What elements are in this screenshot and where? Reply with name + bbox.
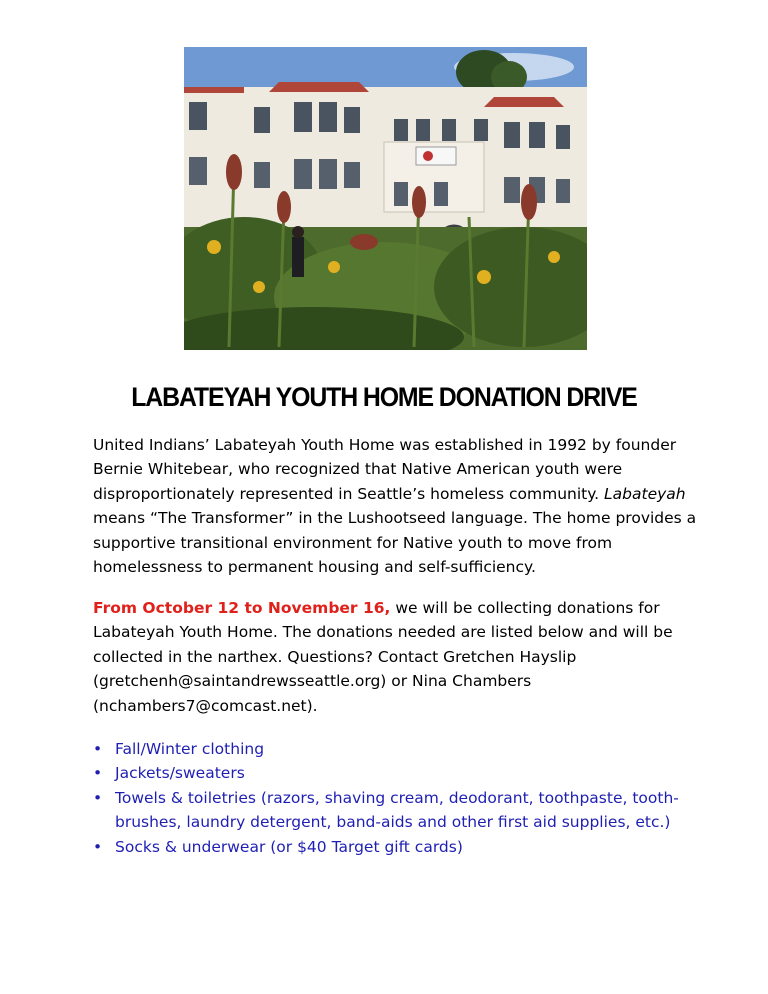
list-item: • Jackets/sweaters <box>93 761 723 785</box>
list-item: • Socks & underwear (or $40 Target gift cards) <box>93 835 723 859</box>
intro-paragraph <box>93 433 723 579</box>
donation-items-list <box>93 737 723 859</box>
intro-text-1: United Indians’ Labateyah Youth Home was established in 1992 by founder Bernie Whitebear, who recognized that Native American youth were disproportionately represented in Seattle’s homeless community. <box>93 436 677 503</box>
drive-paragraph <box>93 596 723 718</box>
list-item: • Towels & toiletries (razors, shaving cream, deodorant, toothpaste, tooth-brushes, laundry detergent, band-aids and other first aid supplies, etc.) <box>93 786 723 835</box>
building-garden-photo <box>184 47 587 350</box>
drive-dates: From October 12 to November 16, <box>93 599 391 617</box>
drive-text: we will be collecting donations for Labateyah Youth Home. The donations needed are listed below and will be collected in the narthex. Questions? Contact Gretchen Hayslip (gretchenh@saintandrewsseattle.org) or Nina Chambers (nchambers7@comcast.net). <box>93 599 673 715</box>
list-item: • Fall/Winter clothing <box>93 737 723 761</box>
page-title: LABATEYAH YOUTH HOME DONATION DRIVE <box>131 382 637 412</box>
intro-text-2: means “The Transformer” in the Lushootseed language. The home provides a supportive transitional environment for Native youth to move from homelessness to permanent housing and self-sufficiency. <box>93 509 697 577</box>
intro-italic-name: Labateyah <box>604 484 686 503</box>
